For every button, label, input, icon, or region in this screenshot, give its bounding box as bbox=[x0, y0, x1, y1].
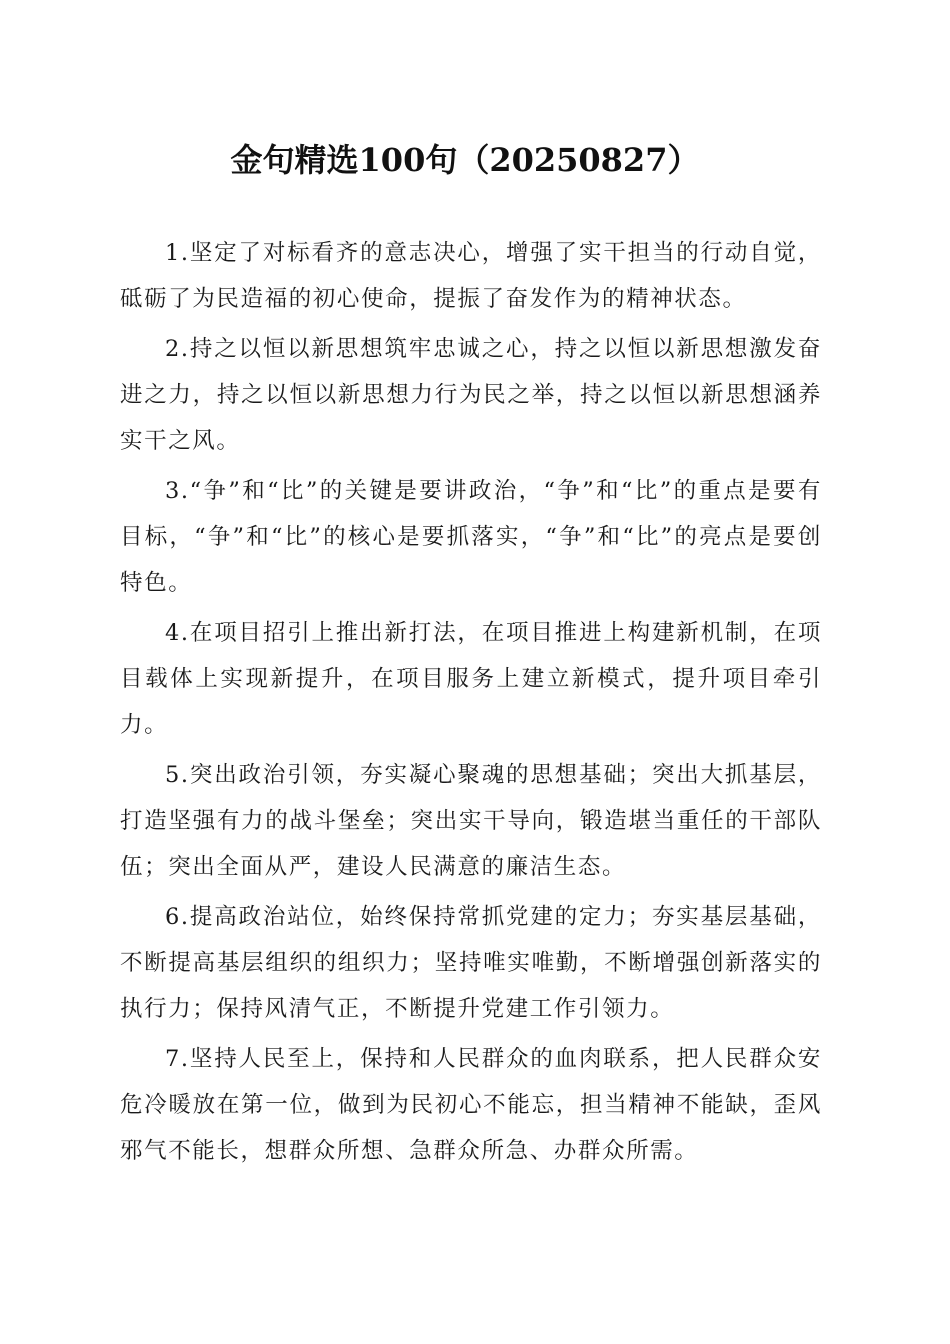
quote-paragraph-1: 1.坚定了对标看齐的意志决心，增强了实干担当的行动自觉，砥砺了为民造福的初心使命，提振了奋发作为的精神状态。 bbox=[120, 240, 822, 312]
quote-paragraph-7: 7.坚持人民至上，保持和人民群众的血肉联系，把人民群众安危冷暖放在第一位，做到为民初心不能忘，担当精神不能缺，歪风邪气不能长，想群众所想、急群众所急、办群众所需。 bbox=[120, 1046, 822, 1164]
quote-paragraph-3: 3.“争”和“比”的关键是要讲政治，“争”和“比”的重点是要有目标，“争”和“比”的核心是要抓落实，“争”和“比”的亮点是要创特色。 bbox=[120, 478, 822, 596]
document-body bbox=[120, 230, 822, 1178]
quote-paragraph-4: 4.在项目招引上推出新打法，在项目推进上构建新机制，在项目载体上实现新提升，在项目服务上建立新模式，提升项目牵引力。 bbox=[120, 620, 822, 738]
quote-paragraph-5: 5.突出政治引领，夯实凝心聚魂的思想基础；突出大抓基层，打造坚强有力的战斗堡垒；突出实干导向，锻造堪当重任的干部队伍；突出全面从严，建设人民满意的廉洁生态。 bbox=[120, 762, 822, 880]
quote-paragraph-6: 6.提高政治站位，始终保持常抓党建的定力；夯实基层基础，不断提高基层组织的组织力；坚持唯实唯勤，不断增强创新落实的执行力；保持风清气正，不断提升党建工作引领力。 bbox=[120, 904, 822, 1022]
quote-paragraph-2: 2.持之以恒以新思想筑牢忠诚之心，持之以恒以新思想激发奋进之力，持之以恒以新思想力行为民之举，持之以恒以新思想涵养实干之风。 bbox=[120, 336, 822, 454]
page-title: 金句精选100句（20250827） bbox=[230, 141, 700, 179]
